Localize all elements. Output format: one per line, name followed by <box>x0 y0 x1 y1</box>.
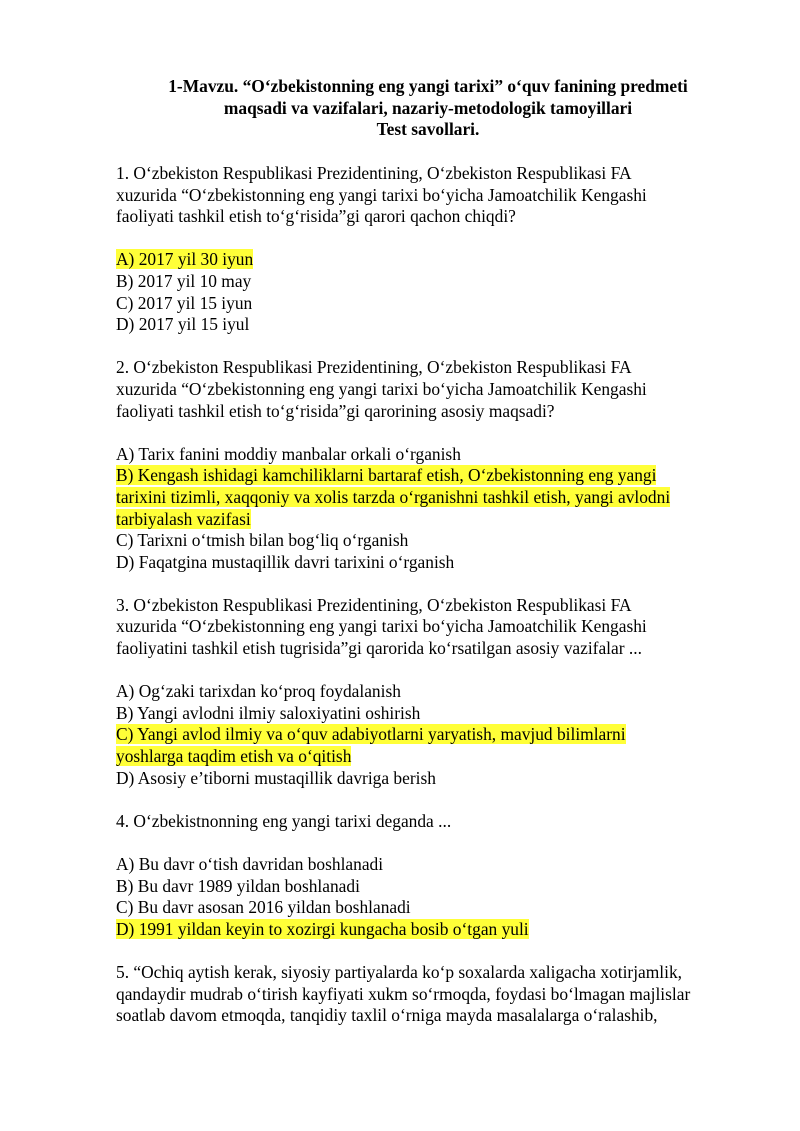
spacer <box>116 422 756 444</box>
correct-answer-option: C) Yangi avlod ilmiy va o‘quv adabiyotlarni yaryatish, mavjud bilimlarni <box>116 724 626 745</box>
spacer <box>116 336 756 358</box>
question-block <box>116 595 756 789</box>
question-text-line: faoliyati tashkil etish to‘g‘risida”gi qarori qachon chiqdi? <box>116 206 516 227</box>
question-text-line: 5. “Ochiq aytish kerak, siyosiy partiyalarda ko‘p soxalarda xaligacha xotirjamlik, <box>116 961 682 982</box>
question-text-line: faoliyati tashkil etish to‘g‘risida”gi qarorining asosiy maqsadi? <box>116 400 555 421</box>
question-block <box>116 811 756 941</box>
spacer <box>116 940 756 962</box>
spacer <box>116 228 756 250</box>
answer-option: A) Tarix fanini moddiy manbalar orkali o‘rganish <box>116 443 461 464</box>
answer-option: A) Bu davr o‘tish davridan boshlanadi <box>116 854 384 874</box>
correct-answer-option: A) 2017 yil 30 iyun <box>116 249 254 270</box>
spacer <box>116 573 756 595</box>
question-text-line: xuzurida “O‘zbekistonning eng yangi tarixi bo‘yicha Jamoatchilik Kengashi <box>116 184 647 205</box>
spacer <box>116 789 756 811</box>
answer-option: C) Bu davr asosan 2016 yildan boshlanadi <box>116 897 411 918</box>
title-line: maqsadi va vazifalari, nazariy-metodologik tamoyillari <box>223 97 633 118</box>
question-list <box>116 163 756 1027</box>
title-line: 1-Mavzu. “O‘zbekistonning eng yangi tarixi” o‘quv fanining predmeti <box>168 76 688 96</box>
title-line: Test savollari. <box>376 119 480 139</box>
answer-option: D) Faqatgina mustaqillik davri tarixini o‘rganish <box>116 551 455 572</box>
question-text-line: qandaydir mudrab o‘tirish kayfiyati xukm so‘rmoqda, foydasi bo‘lmagan majlislar <box>116 983 691 1004</box>
correct-answer-option: tarixini tizimli, xaqqoniy va xolis tarzda o‘rganishni tashkil etish, yangi avlodni <box>116 486 671 507</box>
correct-answer-option: tarbiyalash vazifasi <box>116 508 251 529</box>
correct-answer-option: yoshlarga taqdim etish va o‘qitish <box>116 746 352 767</box>
question-text-line: xuzurida “O‘zbekistonning eng yangi tarixi bo‘yicha Jamoatchilik Kengashi <box>116 616 647 637</box>
question-text-line: 2. O‘zbekiston Respublikasi Prezidentining, O‘zbekiston Respublikasi FA <box>116 357 632 378</box>
question-text-line: 3. O‘zbekiston Respublikasi Prezidentining, O‘zbekiston Respublikasi FA <box>116 594 632 615</box>
question-text-line: faoliyatini tashkil etish tugrisida”gi qarorida ko‘rsatilgan asosiy vazifalar ... <box>116 638 642 659</box>
answer-option: B) 2017 yil 10 may <box>116 270 252 291</box>
question-text-line: xuzurida “O‘zbekistonning eng yangi tarixi bo‘yicha Jamoatchilik Kengashi <box>116 378 647 399</box>
answer-option: A) Og‘zaki tarixdan ko‘proq foydalanish <box>116 681 401 702</box>
question-text-line: 4. O‘zbekistnonning eng yangi tarixi deganda ... <box>116 810 452 831</box>
question-block <box>116 163 756 336</box>
correct-answer-option: B) Kengash ishidagi kamchiliklarni bartaraf etish, O‘zbekistonning eng yangi <box>116 465 657 486</box>
document-title <box>116 76 740 141</box>
question-text-line: 1. O‘zbekiston Respublikasi Prezidentining, O‘zbekiston Respublikasi FA <box>116 163 632 183</box>
question-block <box>116 962 756 1027</box>
answer-option: D) Asosiy e’tiborni mustaqillik davriga berish <box>116 767 436 788</box>
answer-option: D) 2017 yil 15 iyul <box>116 314 250 335</box>
answer-option: B) Bu davr 1989 yildan boshlanadi <box>116 875 360 896</box>
spacer <box>116 832 756 854</box>
question-text-line: soatlab davom etmoqda, tanqidiy taxlil o‘rniga mayda masalalarga o‘ralashib, <box>116 1005 658 1026</box>
spacer <box>116 660 756 682</box>
answer-option: C) Tarixni o‘tmish bilan bog‘liq o‘rganish <box>116 530 409 551</box>
question-block <box>116 357 756 573</box>
correct-answer-option: D) 1991 yildan keyin to xozirgi kungacha bosib o‘tgan yuli <box>116 918 529 939</box>
answer-option: C) 2017 yil 15 iyun <box>116 292 253 313</box>
answer-option: B) Yangi avlodni ilmiy saloxiyatini oshirish <box>116 702 421 723</box>
